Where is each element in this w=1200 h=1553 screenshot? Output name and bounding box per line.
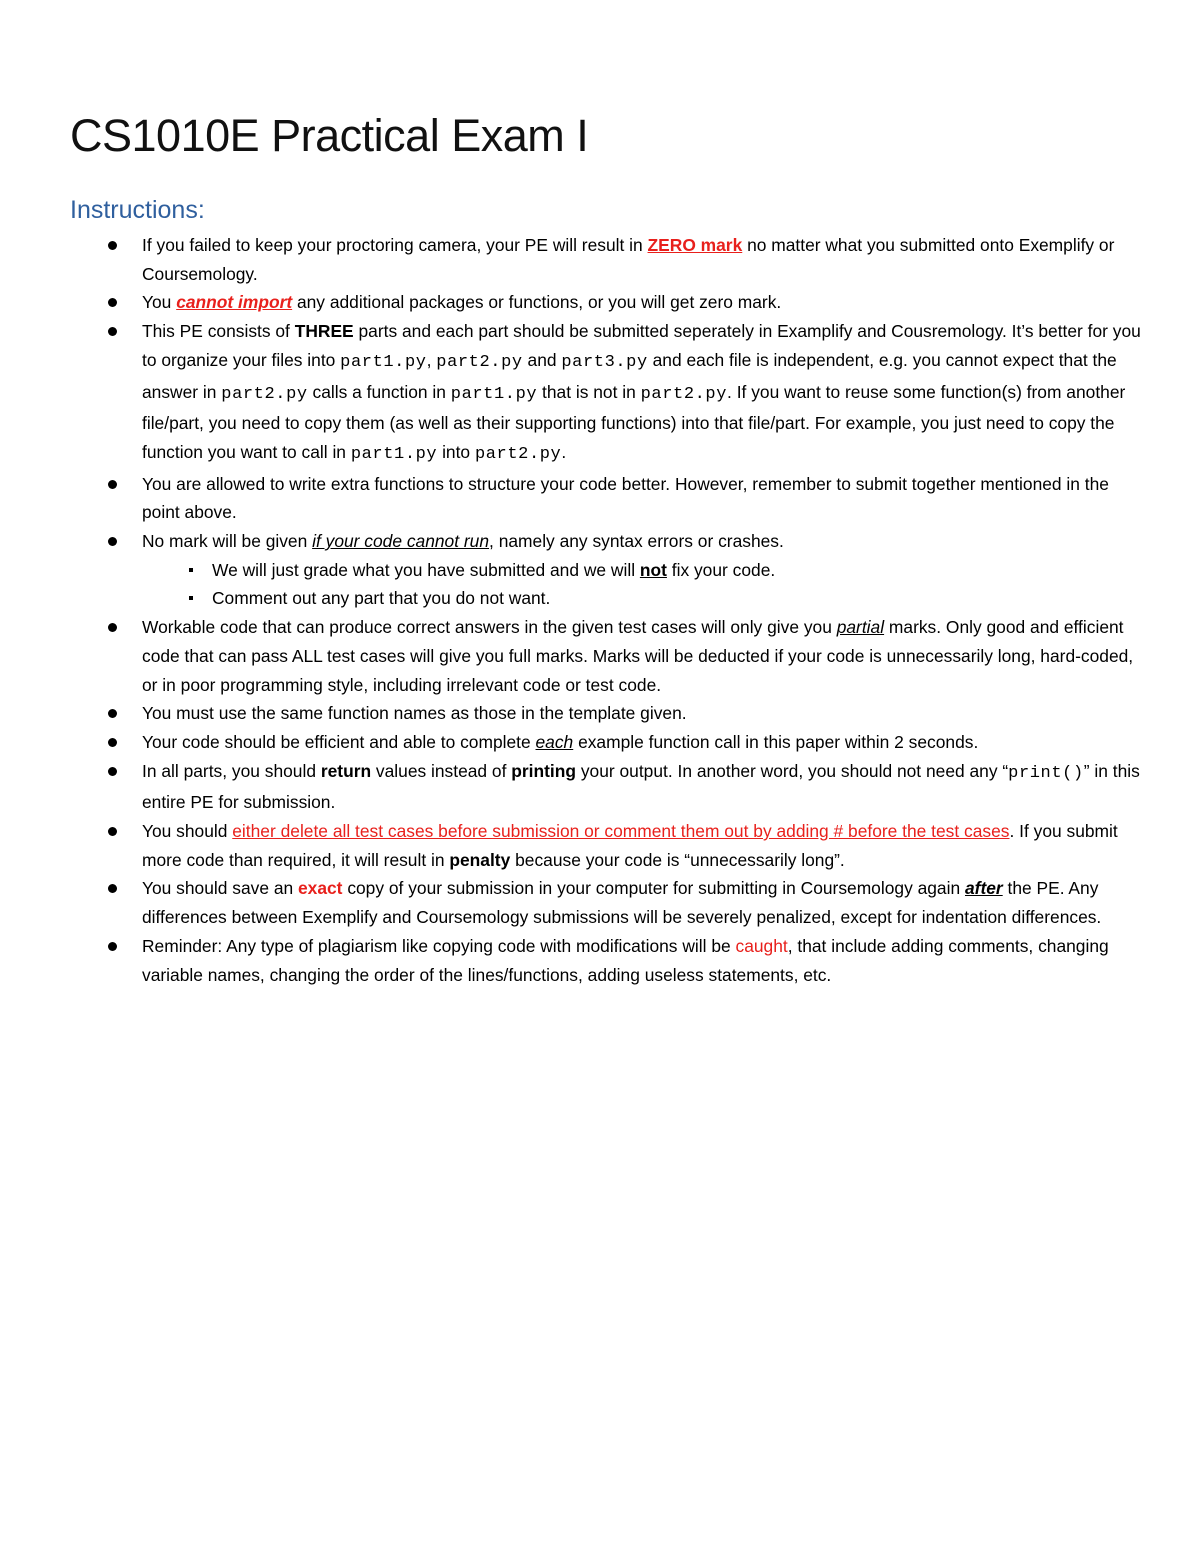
bullet-icon [108, 827, 117, 836]
instruction-return-values: In all parts, you should return values instead of printing your output. In another word, you should not need any “print()” in this entire PE for submission. [100, 757, 1145, 817]
document-title: CS1010E Practical Exam I [70, 110, 589, 161]
instruction-partial-marks: Workable code that can produce correct answers in the given test cases will only give you partial marks. Only good and efficient code that can pass ALL test cases will give you full marks. Marks will be deducted if your code is unnecessarily long, hard-coded, or in poor programming style, including irrelevant code or test code. [100, 613, 1145, 699]
filename-code: part2.py [640, 384, 728, 404]
bullet-icon [108, 942, 117, 951]
instruction-code-must-run: No mark will be given if your code cannot run, namely any syntax errors or crashes. We will just grade what you have submitted and we will not fix your code. Comment out any part that you do not want. [100, 527, 1145, 613]
filename-code: part3.py [561, 352, 648, 372]
bullet-icon [108, 537, 117, 546]
bullet-icon [108, 480, 117, 489]
bullet-icon [108, 738, 117, 747]
zero-mark-emphasis: ZERO mark [647, 235, 743, 255]
bullet-icon [108, 623, 117, 632]
instruction-camera: If you failed to keep your proctoring camera, your PE will result in ZERO mark no matter what you submitted onto Exemplify or Coursemology. [100, 231, 1145, 288]
bullet-icon [108, 241, 117, 250]
instruction-save-copy: You should save an exact copy of your submission in your computer for submitting in Coursemology again after the PE. Any differences between Exemplify and Coursemology submissions will be severely penalized, except for indentation differences. [100, 874, 1145, 931]
instruction-three-parts: This PE consists of THREE parts and each part should be submitted seperately in Examplify and Cousremology. It’s better for you to organize your files into part1.py, part2.py and part3.py and each file is independent, e.g. you cannot expect that the answer in part2.py calls a function in part1.py that is not in part2.py. If you want to reuse some function(s) from another file/part, you need to copy them (as well as their supporting functions) into that file/part. For example, you just need to copy the function you want to call in part1.py into part2.py. [100, 317, 1145, 470]
bullet-icon [108, 327, 117, 336]
bullet-icon [108, 298, 117, 307]
instruction-extra-functions: You are allowed to write extra functions to structure your code better. However, remember to submit together mentioned in the point above. [100, 470, 1145, 527]
instruction-test-cases: You should either delete all test cases before submission or comment them out by adding # before the test cases. If you submit more code than required, it will result in penalty because your code is “unnecessarily long”. [100, 817, 1145, 874]
print-code: print() [1008, 763, 1084, 783]
instruction-function-names: You must use the same function names as those in the template given. [100, 699, 1145, 728]
sub-item-grade: We will just grade what you have submitted and we will not fix your code. [142, 556, 1145, 585]
sub-list [142, 556, 1145, 613]
filename-code: part1.py [450, 384, 538, 404]
bullet-icon [108, 709, 117, 718]
filename-code: part2.py [474, 444, 562, 464]
instruction-plagiarism: Reminder: Any type of plagiarism like copying code with modifications will be caught, that include adding comments, changing variable names, changing the order of the lines/functions, adding useless statements, etc. [100, 932, 1145, 989]
instructions-heading: Instructions: [70, 196, 205, 224]
filename-code: part2.py [436, 352, 523, 372]
cannot-import-emphasis: cannot import [176, 292, 293, 313]
instruction-efficiency: Your code should be efficient and able to complete each example function call in this paper within 2 seconds. [100, 728, 1145, 757]
instruction-no-import: You cannot import any additional packages or functions, or you will get zero mark. [100, 288, 1145, 317]
delete-test-cases-emphasis: either delete all test cases before submission or comment them out by adding # before the test cases [232, 821, 1010, 842]
bullet-icon [108, 884, 117, 893]
square-bullet-icon [189, 596, 193, 600]
filename-code: part2.py [221, 384, 308, 404]
filename-code: part1.py [340, 352, 427, 372]
filename-code: part1.py [350, 444, 438, 464]
sub-item-comment-out: Comment out any part that you do not want. [142, 584, 1145, 613]
instructions-list [100, 231, 1145, 989]
bullet-icon [108, 767, 117, 776]
square-bullet-icon [189, 568, 193, 572]
